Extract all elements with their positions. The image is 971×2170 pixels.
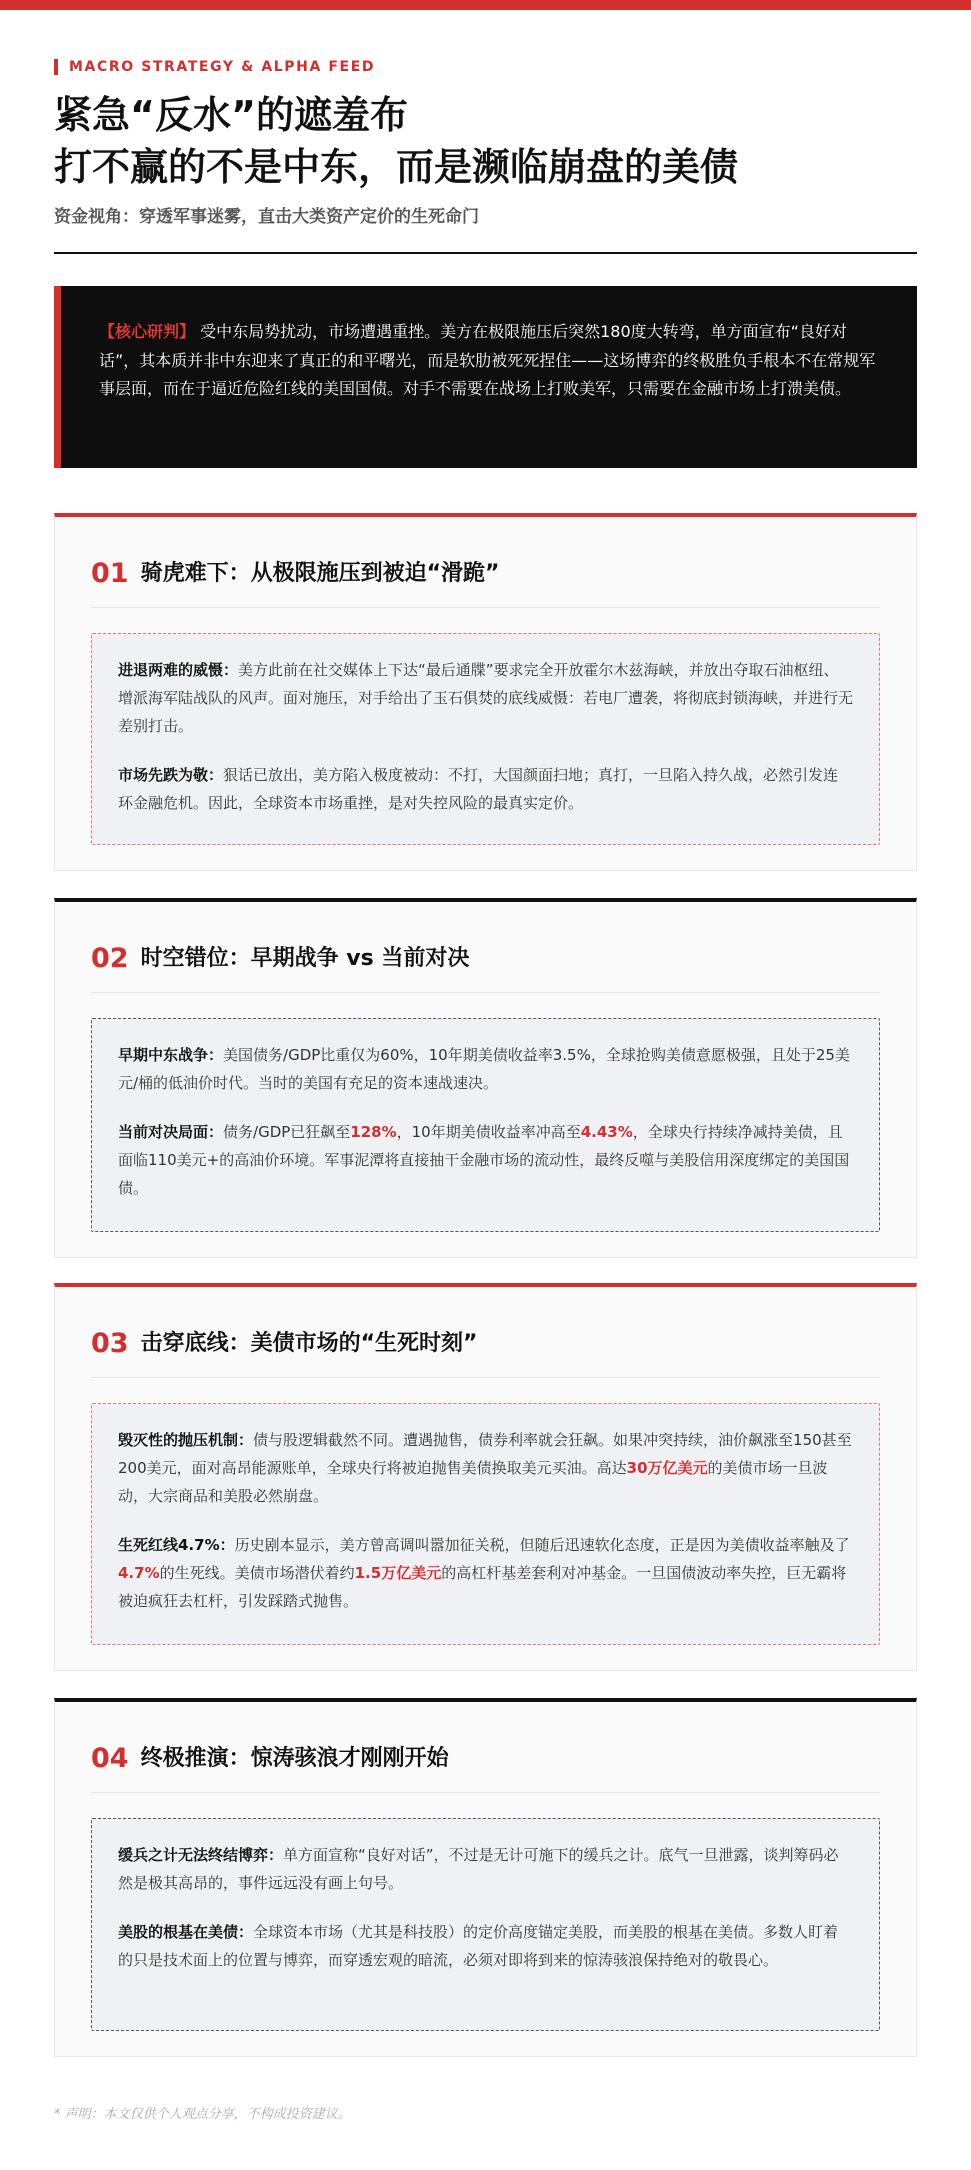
- highlight-figure: 128%: [350, 1123, 397, 1141]
- paragraph: [118, 1118, 853, 1202]
- section-title: 终极推演：惊涛骇浪才刚刚开始: [140, 1746, 449, 1771]
- paragraph: [118, 1426, 853, 1510]
- paragraph-text: 美国债务/GDP比重仅为60%，10年期美债收益率3.5%，全球抢购美债意愿极强，且处于25美元/桶的低油价时代。当时的美国有充足的资本速战速决。: [118, 1046, 850, 1092]
- section-card-04: [54, 1698, 917, 2057]
- page-title: [54, 89, 917, 193]
- highlight-figure: 4.43%: [580, 1123, 633, 1141]
- paragraph: [118, 656, 853, 740]
- highlight-figure: 30万亿美元: [626, 1459, 708, 1477]
- section-header: [91, 1327, 880, 1378]
- paragraph-text: 历史剧本显示，美方曾高调叫嚣加征关税，但随后迅速软化态度，正是因为美债收益率触及了: [234, 1536, 850, 1554]
- paragraph-text: 债务/GDP已狂飙至: [223, 1123, 351, 1141]
- paragraph-lead: 美股的根基在美债：: [118, 1923, 254, 1941]
- title-line-2: 打不赢的不是中东，而是濒临崩盘的美债: [54, 145, 739, 189]
- paragraph: [118, 1531, 853, 1615]
- section-number: 04: [91, 1743, 129, 1774]
- paragraph-text: 的美债市场一旦波动，大宗商品和美股必然崩盘。: [118, 1459, 828, 1505]
- core-judgment-callout: [54, 286, 917, 468]
- section-number: 03: [91, 1328, 129, 1359]
- section-number: 01: [91, 558, 129, 589]
- paragraph: [118, 761, 853, 817]
- section-header: [91, 942, 880, 993]
- paragraph-text: ，全球央行持续净减持美债，且面临110美元+的高油价环境。军事泥潭将直接抽干金融市场的流动性，最终反噬与美股信用深度绑定的美国国债。: [118, 1123, 850, 1197]
- kicker-label: MACRO STRATEGY & ALPHA FEED: [54, 59, 917, 75]
- paragraph-text: 狠话已放出，美方陷入极度被动：不打，大国颜面扫地；真打，一旦陷入持久战，必然引发连环金融危机。因此，全球资本市场重挫，是对失控风险的最真实定价。: [118, 766, 839, 812]
- section-content-box: [91, 1818, 880, 2031]
- header-divider: [54, 252, 917, 254]
- paragraph-lead: 生死红线4.7%：: [118, 1536, 235, 1554]
- paragraph: [118, 1041, 853, 1097]
- section-number: 02: [91, 943, 129, 974]
- article: [0, 59, 971, 468]
- paragraph-lead: 早期中东战争：: [118, 1046, 224, 1064]
- page-subtitle: 资金视角：穿透军事迷雾，直击大类资产定价的生死命门: [54, 207, 479, 227]
- paragraph-lead: 缓兵之计无法终结博弈：: [118, 1846, 284, 1864]
- paragraph-text: 的高杠杆基差套利对冲基金。一旦国债波动率失控，巨无霸将被迫疯狂去杠杆，引发踩踏式抛售。: [118, 1564, 847, 1610]
- paragraph-text: ，10年期美债收益率冲高至: [396, 1123, 581, 1141]
- highlight-figure: 4.7%: [118, 1564, 160, 1582]
- section-card-03: [54, 1283, 917, 1671]
- section-header: [91, 1742, 880, 1793]
- section-card-02: [54, 898, 917, 1258]
- disclaimer: * 声明：本文仅供个人观点分享，不构成投资建议。: [54, 2107, 351, 2122]
- section-content-box: [91, 1018, 880, 1232]
- paragraph-text: 的生死线。美债市场潜伏着约: [159, 1564, 355, 1582]
- title-line-1: 紧急“反水”的遮羞布: [54, 93, 408, 137]
- paragraph-text: 全球资本市场（尤其是科技股）的定价高度锚定美股，而美股的根基在美债。多数人盯着的只是技术面上的位置与博弈，而穿透宏观的暗流，必须对即将到来的惊涛骇浪保持绝对的敬畏心。: [118, 1923, 839, 1969]
- paragraph-lead: 市场先跌为敬：: [118, 766, 224, 784]
- section-title: 击穿底线：美债市场的“生死时刻”: [140, 1331, 478, 1356]
- paragraph-lead: 毁灭性的抛压机制：: [118, 1431, 254, 1449]
- paragraph: [118, 1841, 853, 1897]
- highlight-figure: 1.5万亿美元: [354, 1564, 442, 1582]
- paragraph: [118, 1918, 853, 1974]
- section-content-box: [91, 633, 880, 845]
- section-content-box: [91, 1403, 880, 1645]
- section-header: [91, 557, 880, 608]
- section-title: 时空错位：早期战争 vs 当前对决: [140, 946, 470, 971]
- paragraph-text: 单方面宣称“良好对话”，不过是无计可施下的缓兵之计。底气一旦泄露，谈判筹码必然是极其高昂的，事件远远没有画上句号。: [118, 1846, 839, 1892]
- callout-text: 受中东局势扰动，市场遭遇重挫。美方在极限施压后突然180度大转弯，单方面宣布“良好对话”，其本质并非中东迎来了真正的和平曙光，而是软肋被死死捏住——这场博弈的终极胜负手根本不在常规军事层面，而在于逼近危险红线的美国国债。对手不需要在战场上打败美军，只需要在金融市场上打溃美债。: [99, 322, 876, 398]
- paragraph-text: 债与股逻辑截然不同。遭遇抛售，债券利率就会狂飙。如果冲突持续，油价飙涨至150甚至200美元，面对高昂能源账单，全球央行将被迫抛售美债换取美元买油。高达: [118, 1431, 852, 1477]
- section-card-01: [54, 513, 917, 871]
- paragraph-lead: 当前对决局面：: [118, 1123, 224, 1141]
- paragraph-lead: 进退两难的威慑：: [118, 661, 239, 679]
- callout-tag: 【核心研判】: [99, 322, 196, 341]
- top-accent-bar: [0, 0, 971, 10]
- section-title: 骑虎难下：从极限施压到被迫“滑跪”: [140, 561, 500, 586]
- paragraph-text: 美方此前在社交媒体上下达“最后通牒”要求完全开放霍尔木兹海峡，并放出夺取石油枢纽、增派海军陆战队的风声。面对施压，对手给出了玉石俱焚的底线威慑：若电厂遭袭，将彻底封锁海峡，并进行无差别打击。: [118, 661, 854, 735]
